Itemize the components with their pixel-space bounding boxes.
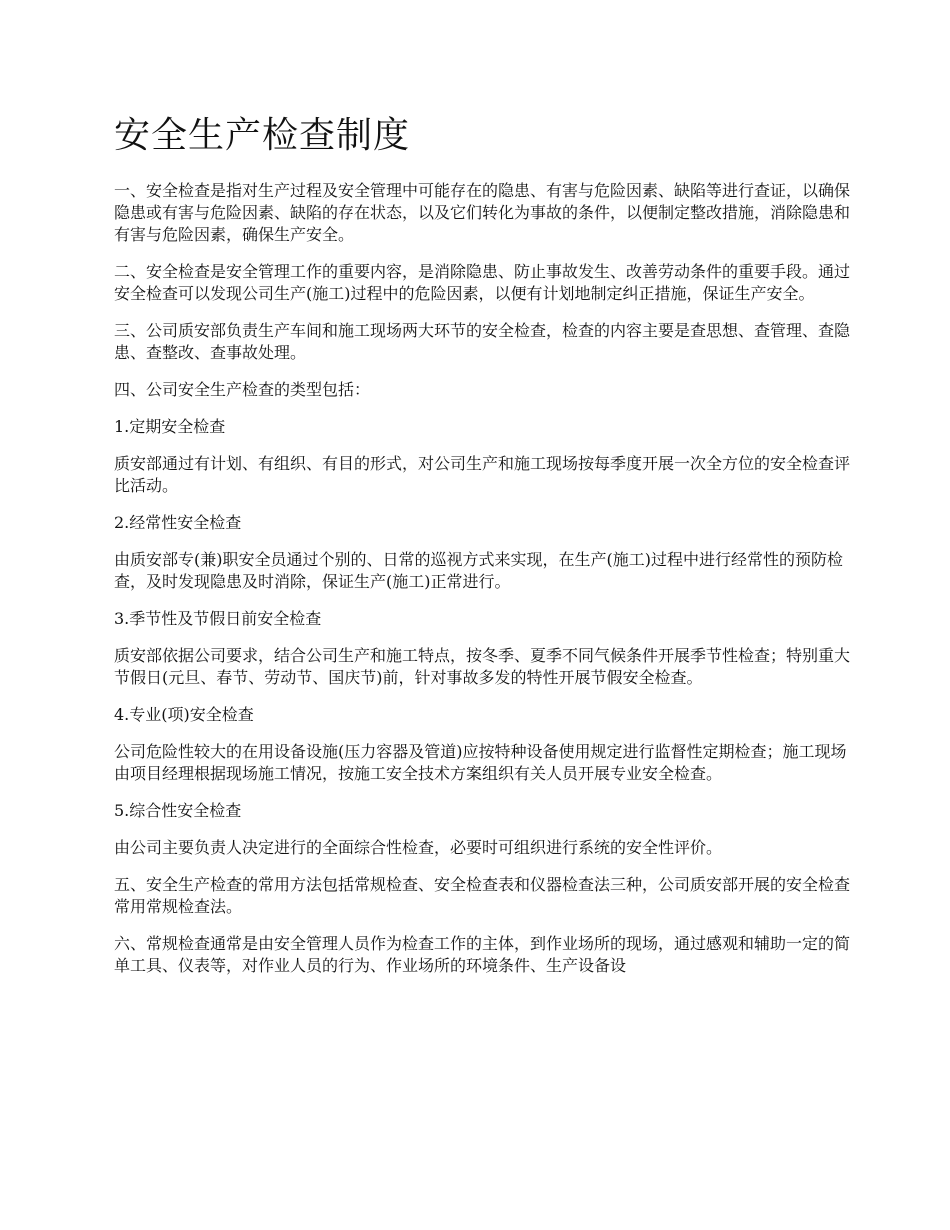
paragraph-10: 五、安全生产检查的常用方法包括常规检查、安全检查表和仪器检查法三种，公司质安部开展的安全检查常用常规检查法。 [114, 875, 851, 916]
section-heading-1: 1.定期安全检查 [114, 417, 226, 436]
document-page [114, 112, 854, 992]
paragraph-7: 质安部依据公司要求，结合公司生产和施工特点，按冬季、夏季不同气候条件开展季节性检查；特别重大节假日(元旦、春节、劳动节、国庆节)前，针对事故多发的特性开展节假安全检查。 [114, 646, 851, 687]
section-heading-5: 5.综合性安全检查 [114, 801, 242, 820]
section-heading-2: 2.经常性安全检查 [114, 513, 242, 532]
section-heading-4: 4.专业(项)安全检查 [114, 705, 254, 724]
paragraph-2: 二、安全检查是安全管理工作的重要内容，是消除隐患、防止事故发生、改善劳动条件的重要手段。通过安全检查可以发现公司生产(施工)过程中的危险因素，以便有计划地制定纠正措施，保证生产安全。 [114, 262, 851, 303]
section-heading-3: 3.季节性及节假日前安全检查 [114, 609, 322, 628]
paragraph-6: 由质安部专(兼)职安全员通过个别的、日常的巡视方式来实现，在生产(施工)过程中进行经常性的预防检查，及时发现隐患及时消除，保证生产(施工)正常进行。 [114, 550, 843, 591]
paragraph-8: 公司危险性较大的在用设备设施(压力容器及管道)应按特种设备使用规定进行监督性定期检查；施工现场由项目经理根据现场施工情况，按施工安全技术方案组织有关人员开展专业安全检查。 [114, 742, 847, 783]
paragraph-9: 由公司主要负责人决定进行的全面综合性检查，必要时可组织进行系统的安全性评价。 [114, 838, 723, 857]
paragraph-1: 一、安全检查是指对生产过程及安全管理中可能存在的隐患、有害与危险因素、缺陷等进行查证，以确保隐患或有害与危险因素、缺陷的存在状态，以及它们转化为事故的条件，以便制定整改措施，消除隐患和有害与危险因素，确保生产安全。 [114, 181, 851, 244]
paragraph-5: 质安部通过有计划、有组织、有目的形式，对公司生产和施工现场按每季度开展一次全方位的安全检查评比活动。 [114, 454, 851, 495]
paragraph-3: 三、公司质安部负责生产车间和施工现场两大环节的安全检查，检查的内容主要是查思想、查管理、查隐患、查整改、查事故处理。 [114, 321, 851, 362]
paragraph-11: 六、常规检查通常是由安全管理人员作为检查工作的主体，到作业场所的现场，通过感观和辅助一定的简单工具、仪表等，对作业人员的行为、作业场所的环境条件、生产设备设 [114, 934, 851, 975]
page-title: 安全生产检查制度 [114, 115, 411, 156]
paragraph-4: 四、公司安全生产检查的类型包括： [114, 380, 371, 399]
